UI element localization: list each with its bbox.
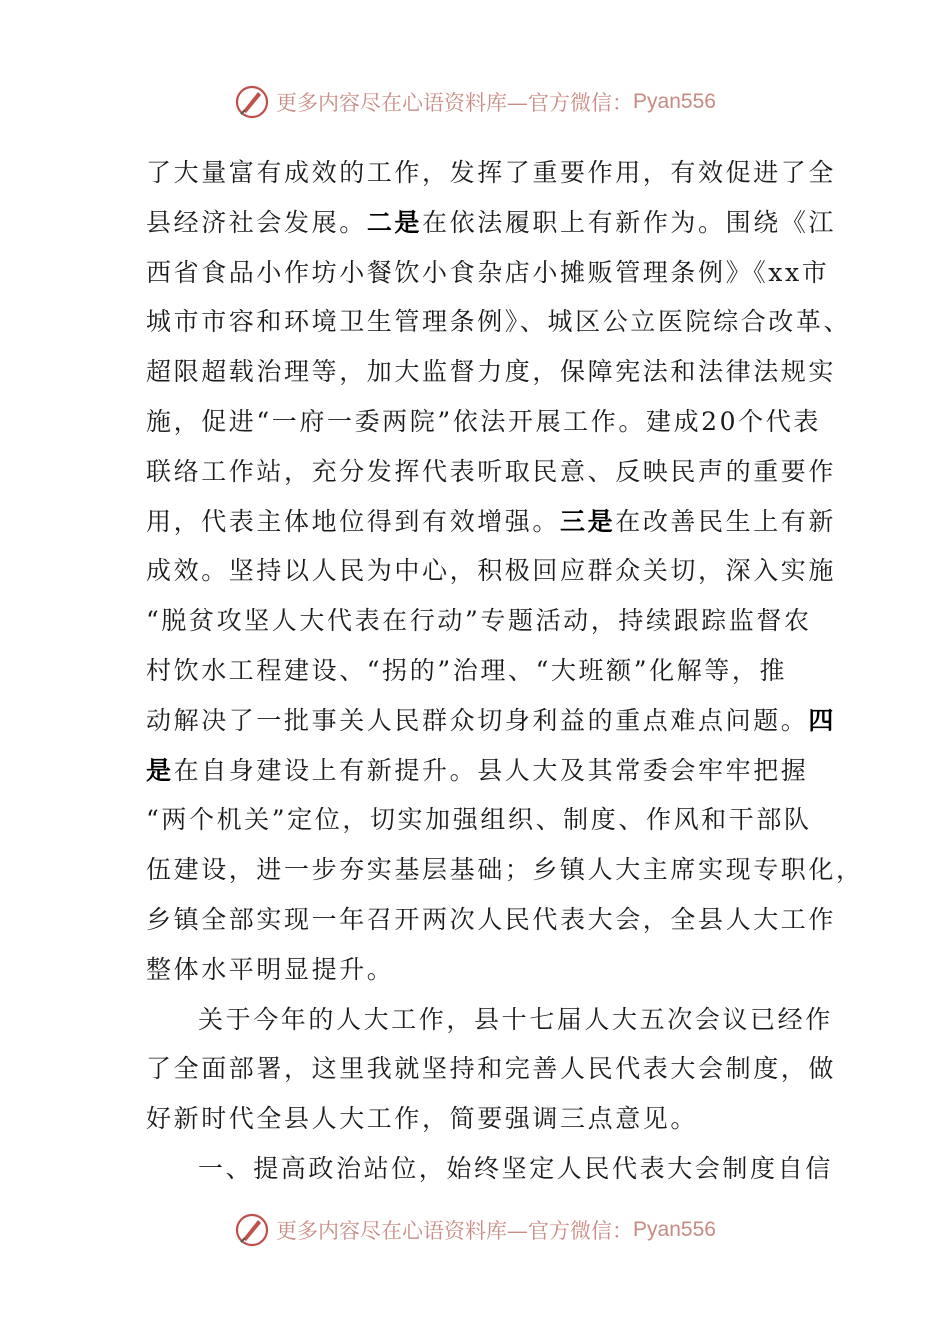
text-run: 动解决了一批事关人民群众切身利益的重点难点问题。 <box>146 705 809 735</box>
text-line <box>146 945 796 995</box>
text-run: 城市市容和环境卫生管理条例》、城区公立医院综合改革、 <box>146 307 852 337</box>
text-run: 好新时代全县人大工作，简要强调三点意见。 <box>146 1104 699 1134</box>
banner-text: 更多内容尽在心语资料库—官方微信： <box>276 91 634 115</box>
text-line <box>146 845 864 895</box>
text-run: 县经济社会发展。 <box>146 207 367 237</box>
banner-wechat-id: Pyan556 <box>633 1218 716 1241</box>
text-line <box>146 248 830 298</box>
text-line <box>146 198 837 248</box>
text-run: 联络工作站，充分发挥代表听取民意、反映民声的重要作 <box>146 456 837 486</box>
document-body <box>146 148 864 1194</box>
text-run: 成效。坚持以人民为中心，积极回应群众关切，深入实施 <box>146 556 837 586</box>
text-run: 用，代表主体地位得到有效增强。 <box>146 506 561 536</box>
banner-text: 更多内容尽在心语资料库—官方微信： <box>276 1219 634 1243</box>
text-run: 乡镇全部实现一年召开两次人民代表大会，全县人大工作 <box>146 904 837 934</box>
text-run: 一、提高政治站位，始终坚定人民代表大会制度自信 <box>198 1153 833 1183</box>
text-run: 在自身建设上有新提升。县人大及其常委会牢牢把握 <box>173 755 809 785</box>
header-watermark-banner <box>0 82 950 122</box>
bold-marker: 三是 <box>560 506 616 536</box>
text-run: “两个机关”定位，切实加强组织、制度、作风和干部队 <box>146 805 812 835</box>
bold-marker: 是 <box>146 755 174 785</box>
text-line <box>146 447 837 497</box>
text-line <box>146 795 812 845</box>
text-line <box>146 546 837 596</box>
text-line <box>146 696 837 746</box>
text-run: 了全面部署，这里我就坚持和完善人民代表大会制度，做 <box>146 1054 837 1084</box>
text-line <box>146 995 833 1045</box>
text-line <box>146 148 837 198</box>
text-line <box>146 646 796 696</box>
bold-marker: 四 <box>808 705 837 735</box>
text-line <box>146 1044 837 1094</box>
text-line <box>146 746 809 796</box>
text-line <box>146 1144 833 1194</box>
text-line <box>146 1094 796 1144</box>
text-run: 了大量富有成效的工作，发挥了重要作用，有效促进了全 <box>146 158 837 187</box>
text-line <box>146 895 837 945</box>
footer-watermark-banner <box>0 1210 950 1250</box>
text-line <box>146 397 821 447</box>
text-line <box>146 596 812 646</box>
text-run: 西省食品小作坊小餐饮小食杂店小摊贩管理条例》《xx市 <box>146 257 830 287</box>
text-run: 在改善民生上有新 <box>615 506 837 536</box>
quill-logo-icon <box>234 1212 270 1248</box>
text-run: 整体水平明显提升。 <box>146 954 395 984</box>
text-run: 关于今年的人大工作，县十七届人大五次会议已经作 <box>198 1004 833 1034</box>
quill-logo-icon <box>234 84 270 120</box>
text-run: 超限超载治理等，加大监督力度，保障宪法和法律法规实 <box>146 357 837 387</box>
text-run: 伍建设，进一步夯实基层基础；乡镇人大主席实现专职化， <box>146 855 864 885</box>
text-line <box>146 497 837 547</box>
text-line <box>146 297 852 347</box>
banner-wechat-id: Pyan556 <box>633 90 716 113</box>
bold-marker: 二是 <box>366 207 423 237</box>
text-run: 施，促进“一府一委两院”依法开展工作。建成20个代表 <box>146 406 821 436</box>
text-run: 村饮水工程建设、“拐的”治理、“大班额”化解等，推 <box>146 655 788 685</box>
text-run: 在依法履职上有新作为。围绕《江 <box>422 207 837 237</box>
text-line <box>146 347 837 397</box>
text-run: “脱贫攻坚人大代表在行动”专题活动，持续跟踪监督农 <box>146 606 812 636</box>
